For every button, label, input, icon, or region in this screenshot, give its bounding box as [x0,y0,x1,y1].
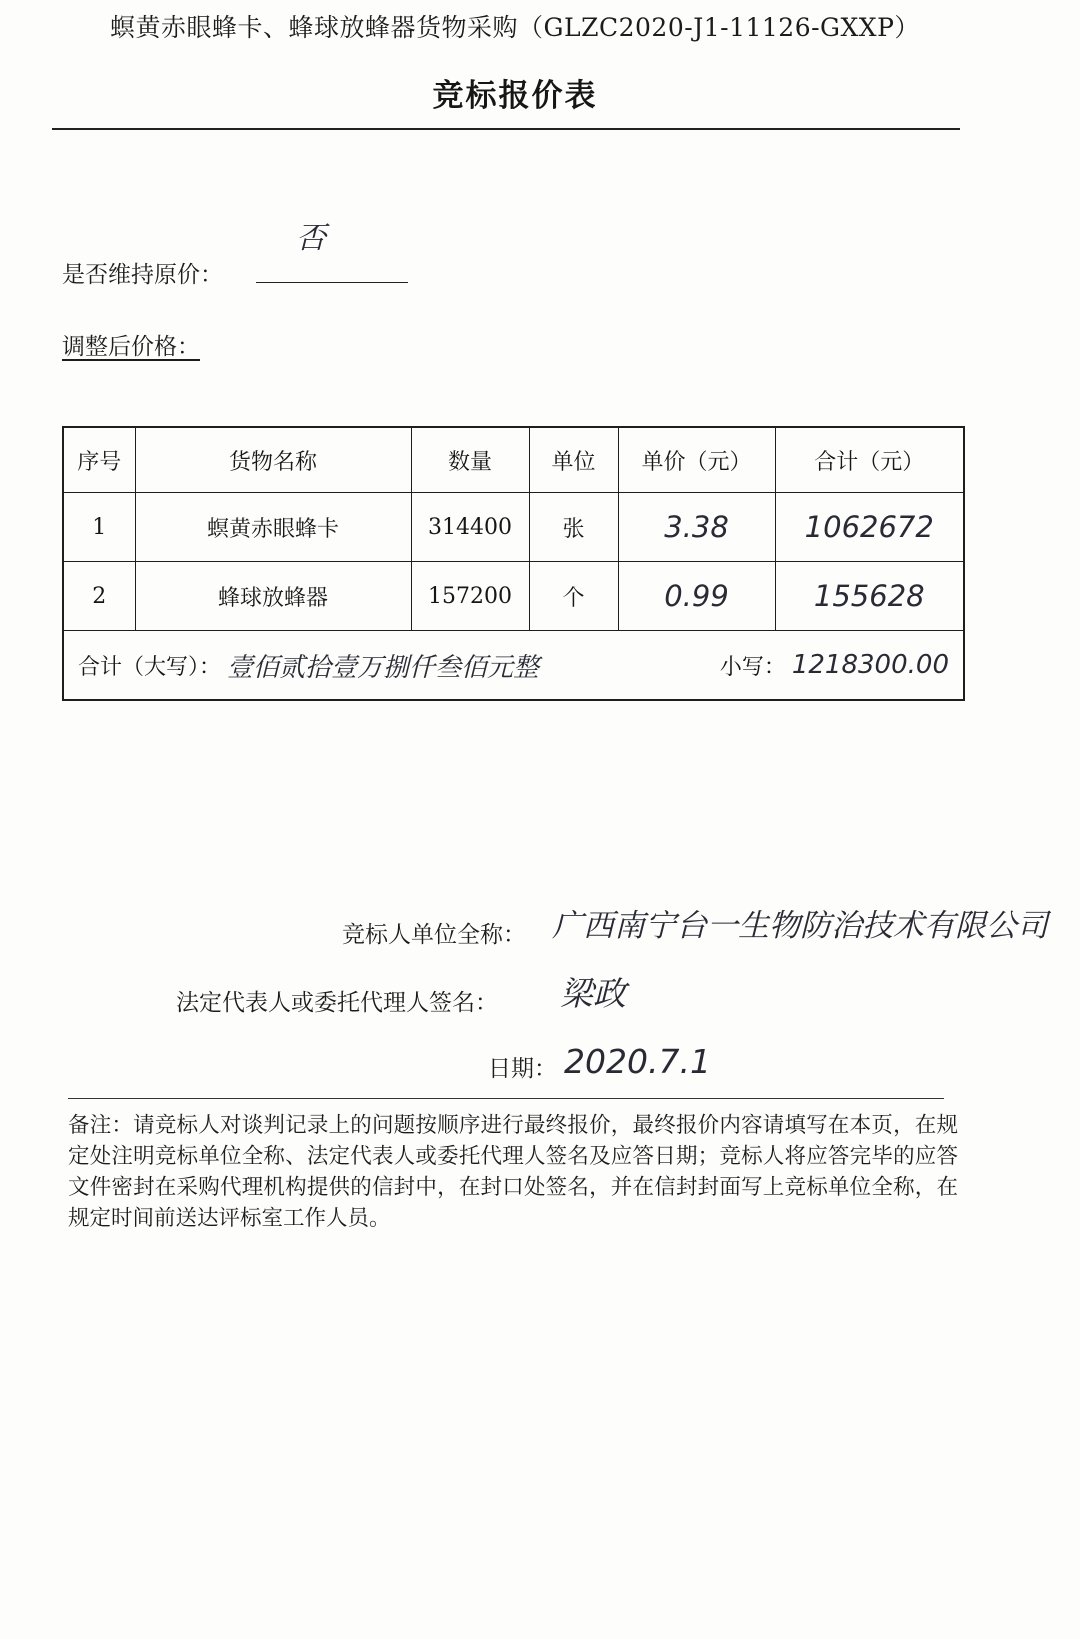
date-value: 2020.7.1 [564,1042,711,1081]
representative-signature: 梁政 [560,974,626,1013]
header-goods-name: 货物名称 [135,427,411,493]
table-row [63,493,964,562]
project-title: 螟黄赤眼蜂卡、蜂球放蜂器货物采购（GLZC2020-J1-11126-GXXP） [110,13,920,42]
form-title: 竞标报价表 [432,78,598,114]
notes-divider [68,1098,944,1099]
row-quantity: 157200 [411,562,529,631]
header-divider [52,128,960,130]
total-upper-value: 壹佰贰拾壹万捌仟叁佰元整 [227,652,540,683]
maintain-price-answer: 否 [296,221,326,256]
total-row [63,631,964,701]
total-upper-label: 合计（大写）： [78,654,222,680]
bidder-name-label: 竞标人单位全称： [342,922,526,948]
header-subtotal: 合计（元） [775,427,964,493]
date-label: 日期： [488,1056,557,1082]
bidder-name-value: 广西南宁台一生物防治技术有限公司 [552,908,1048,944]
row-unit: 个 [529,562,618,631]
maintain-price-label: 是否维持原价： [62,262,223,288]
row-unit: 张 [529,493,618,562]
header-quantity: 数量 [411,427,529,493]
adjusted-price-label: 调整后价格： [62,334,200,360]
row-goods-name: 蜂球放蜂器 [135,562,411,631]
row-quantity: 314400 [411,493,529,562]
header-unit: 单位 [529,427,618,493]
table-header-row [63,427,964,493]
header-no: 序号 [63,427,135,493]
total-lower-label: 小写： [719,654,786,680]
header-unit-price: 单价（元） [618,427,775,493]
total-lower-value: 1218300.00 [791,650,949,680]
table-row [63,562,964,631]
row-no: 1 [63,493,135,562]
row-no: 2 [63,562,135,631]
representative-label: 法定代表人或委托代理人签名： [176,990,498,1016]
notes-text: 备注：请竞标人对谈判记录上的问题按顺序进行最终报价，最终报价内容请填写在本页，在规定处注明竞标单位全称、法定代表人或委托代理人签名及应答日期；竞标人将应答完毕的应答文件密封在采购代理机构提供的信封中，在封口处签名，并在信封封面写上竞标单位全称，在规定时间前送达评标室工作人员。 [68,1113,958,1231]
quote-table [62,426,965,701]
maintain-price-underline [256,282,408,283]
row-unit-price: 0.99 [618,562,775,631]
row-unit-price: 3.38 [618,493,775,562]
row-subtotal: 1062672 [775,493,964,562]
row-goods-name: 螟黄赤眼蜂卡 [135,493,411,562]
row-subtotal: 155628 [775,562,964,631]
